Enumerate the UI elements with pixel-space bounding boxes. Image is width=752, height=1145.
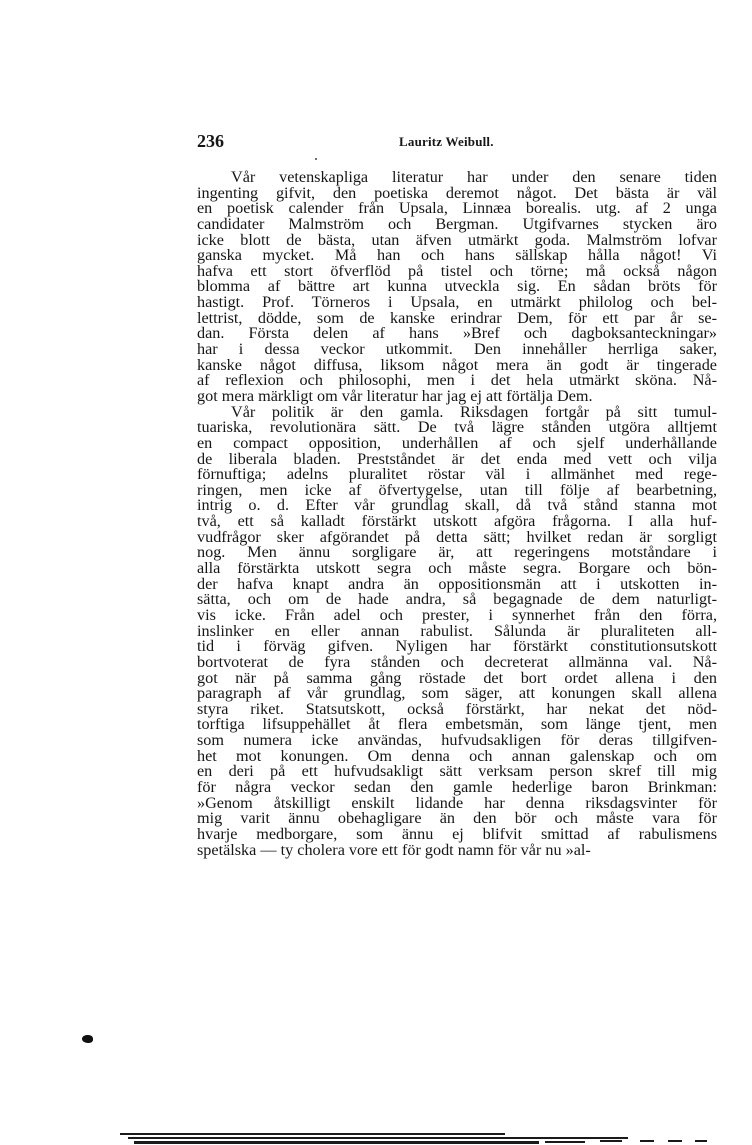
- text-line: de liberala bladen. Prestståndet är det enda med vett och vilja: [197, 449, 717, 468]
- scan-edge-dash-2: [600, 1140, 622, 1142]
- text-line: candidater Malmström och Bergman. Utgifvarnes stycken äro: [197, 214, 717, 233]
- text-line: nog. Men ännu sorgligare är, att regeringens motståndare i: [197, 543, 717, 562]
- text-line: het mot konungen. Om denna och annan galenskap och om: [197, 746, 717, 765]
- text-line: kanske något diffusa, liksom något mera än godt är tingerade: [197, 355, 717, 374]
- text-line: af reflexion och philosophi, men i det hela utmärkt sköna. Nå-: [197, 371, 717, 390]
- text-line: got mera märkligt om vår literatur har jag ej att förtälja Dem.: [197, 386, 593, 405]
- ink-blot: [82, 1035, 93, 1043]
- text-line: paragraph af vår grundlag, som säger, att konungen skall allena: [197, 684, 717, 703]
- text-line: inslinker en eller annan rabulist. Sålunda är pluraliteten all-: [197, 621, 717, 640]
- page-number: 236: [197, 131, 224, 151]
- text-line: tid i förväg gifven. Nyligen har förstärkt constitutionsutskott: [197, 637, 717, 656]
- text-line: spetälska — ty cholera vore ett för godt namn för vår nu »al-: [197, 840, 591, 859]
- scan-edge-dash-3: [640, 1140, 654, 1142]
- text-line: förnuftiga; adelns pluralitet röstar väl i allmänhet med rege-: [197, 465, 717, 484]
- text-line: har i dessa veckor utkommit. Den innehåller herrliga saker,: [197, 340, 717, 359]
- text-line: icke blott de bästa, utan äfven utmärkt goda. Malmström lofvar: [197, 230, 717, 249]
- text-line: dan. Första delen af hans »Bref och dagboksanteckningar»: [197, 324, 717, 343]
- scan-edge-bar-1: [120, 1133, 505, 1135]
- text-line: för några veckor sedan den gamle hederlige baron Brinkman:: [197, 777, 717, 796]
- text-line: vudfrågor sker afgörandet på detta sätt; hvilket redan är sorgligt: [197, 527, 717, 546]
- scan-edge-dash-4: [668, 1140, 682, 1142]
- text-line: en poetisk calender från Upsala, Linnæa borealis. utg. af 2 unga: [197, 199, 717, 218]
- scan-edge-dash-1: [545, 1141, 585, 1143]
- text-line: got när på samma gång röstade det bort ordet allena i den: [197, 668, 717, 687]
- text-line: vis icke. Från adel och prester, i synnerhet från den förra,: [197, 605, 717, 624]
- text-line: »Genom åtskilligt enskilt lidande har denna riksdagsvinter för: [197, 793, 717, 812]
- text-line: torftiga lifsuppehället åt flera embetsmän, som länge tjent, men: [197, 715, 717, 734]
- text-line: hafva ett stort öfverflöd på tistel och törne; må också någon: [197, 261, 717, 280]
- text-line: ganska mycket. Må han och hans sällskap hålla något! Vi: [197, 246, 717, 265]
- text-line: tuariska, revolutionära sätt. De två lägre stånden utgöra alltjemt: [197, 418, 717, 437]
- text-line: ringen, men icke af öfvertygelse, utan till följe af bearbetning,: [197, 480, 717, 499]
- scan-edge-bar-2: [128, 1137, 628, 1139]
- text-line: Vår politik är den gamla. Riksdagen fortgår på sitt tumul-: [231, 402, 717, 421]
- scan-edge-dash-5: [695, 1140, 707, 1142]
- text-line: der hafva knapt andra än oppositionsmän att i utskotten in-: [197, 574, 717, 593]
- text-line: en compact opposition, underhållen af och sjelf underhållande: [197, 433, 717, 452]
- text-line: styra riket. Statsutskott, också förstärkt, har nekat det nöd-: [197, 699, 717, 718]
- body-text: [197, 170, 717, 858]
- text-line: två, ett så kalladt förstärkt utskott afgöra frågorna. I alla huf-: [197, 512, 717, 531]
- text-line: alla förstärkta utskott segra och måste segra. Borgare och bön-: [197, 559, 717, 578]
- text-line: en deri på ett hufvudsakligt sätt verksam person skref till mig: [197, 762, 717, 781]
- scan-edge-bar-3: [134, 1141, 539, 1144]
- text-line: ingenting gifvit, den poetiska deremot något. Det bästa är väl: [197, 183, 717, 202]
- text-line: Vår vetenskapliga literatur har under den senare tiden: [231, 168, 717, 186]
- text-line: hvarje medborgare, som ännu ej blifvit smittad af rabulismens: [197, 824, 717, 843]
- text-line: mig varit ännu obehagligare än den bör och måste vara för: [197, 809, 717, 828]
- scan-edge-artifact: [120, 1130, 725, 1144]
- scan-speck: [315, 158, 317, 160]
- running-head: Lauritz Weibull.: [399, 134, 494, 149]
- text-line: blomma af bättre art kunna utveckla sig. En sådan bröts för: [197, 277, 717, 296]
- text-line: hastigt. Prof. Törneros i Upsala, en utmärkt philolog och bel-: [197, 293, 717, 312]
- text-line: sätta, och om de hade andra, så begagnade de dem naturligt-: [197, 590, 717, 609]
- text-line: lettrist, dödde, som de kanske erindrar Dem, för ett par år se-: [197, 308, 717, 327]
- text-line: bortvoterat de fyra stånden och decreterat allmänna val. Nå-: [197, 652, 717, 671]
- text-line: som numera icke användas, hufvudsakligen för deras tillgifven-: [197, 731, 717, 750]
- text-line: intrig o. d. Efter vår grundlag skall, då två stånd stanna mot: [197, 496, 717, 515]
- page-header: [197, 131, 717, 153]
